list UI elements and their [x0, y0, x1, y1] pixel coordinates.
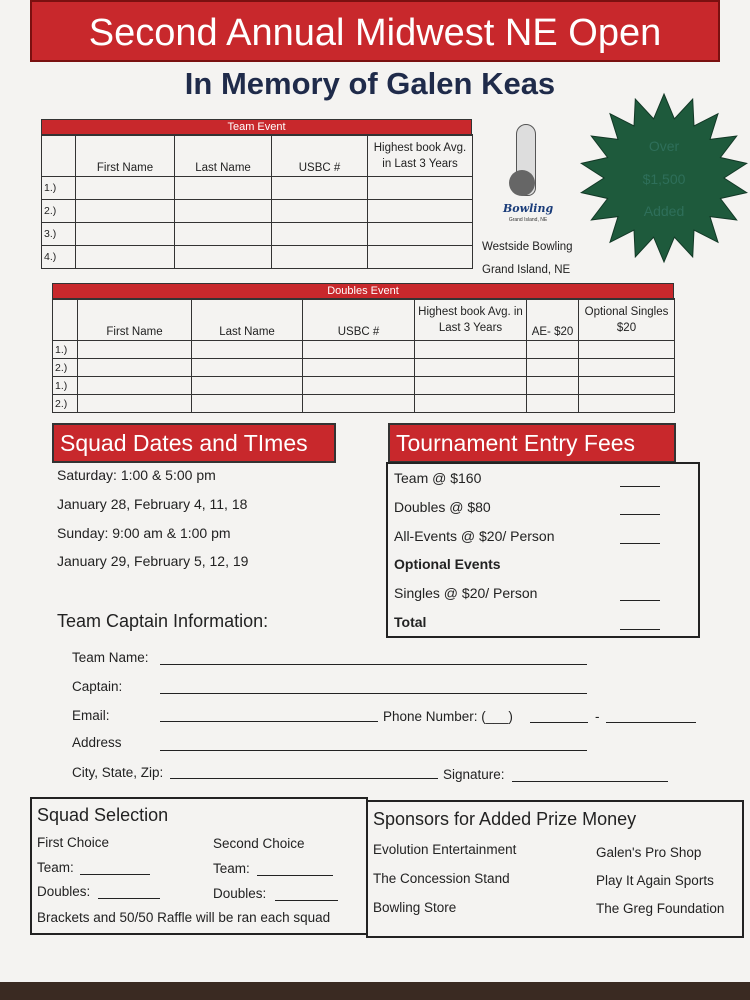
doubles-col-all-events: AE- $20: [527, 299, 579, 341]
phone-line-number[interactable]: [606, 722, 696, 723]
address-line[interactable]: [160, 750, 587, 751]
captain-title: Team Captain Information:: [57, 611, 269, 631]
prize-badge-line3: Added: [643, 203, 685, 219]
squad-date-line: Saturday: 1:00 & 5:00 pm: [57, 467, 216, 483]
team-col-number: [42, 135, 76, 177]
flyer-subtitle: In Memory of Galen Keas: [184, 66, 556, 101]
brackets-note: Brackets and 50/50 Raffle will be ran each squad: [37, 910, 331, 925]
table-row: 4.): [42, 246, 473, 269]
sponsor-left: Evolution Entertainment: [373, 842, 517, 857]
signature-line[interactable]: [512, 781, 668, 782]
prize-badge: [580, 88, 748, 268]
table-row: 2.): [53, 359, 675, 377]
logo-subtitle: Grand Island, NE: [508, 217, 548, 223]
team-col-usbc: USBC #: [272, 135, 368, 177]
fee-all-events: All-Events @ $20/ Person: [394, 528, 555, 544]
first-team-line[interactable]: [80, 874, 150, 875]
table-row: 1.): [53, 377, 675, 395]
team-name-line[interactable]: [160, 664, 587, 665]
city-state-zip-line[interactable]: [170, 778, 438, 779]
squad-selection-box: [30, 797, 368, 935]
fee-total: Total: [394, 614, 427, 630]
sponsor-left: Bowling Store: [373, 900, 457, 915]
phone-dash: -: [595, 709, 600, 724]
team-name-label: Team Name:: [72, 650, 149, 665]
doubles-col-usbc: USBC #: [303, 299, 415, 341]
table-row: 2.): [53, 395, 675, 413]
doubles-col-singles: Optional Singles $20: [579, 299, 675, 341]
entry-fees-box: [386, 462, 700, 638]
sponsor-left: The Concession Stand: [373, 871, 510, 886]
entry-fees-title: Tournament Entry Fees: [388, 423, 676, 463]
second-doubles-line[interactable]: [275, 900, 338, 901]
second-team-line[interactable]: [257, 875, 333, 876]
team-col-first-name: First Name: [76, 135, 175, 177]
bowling-ball-icon: [509, 170, 535, 196]
phone-prefix-line[interactable]: [530, 722, 588, 723]
squad-date-line: January 29, February 5, 12, 19: [57, 553, 249, 569]
fee-team: Team @ $160: [394, 470, 482, 486]
fee-all-events-blank[interactable]: [620, 543, 660, 544]
city-state-zip-label: City, State, Zip:: [72, 765, 164, 780]
squad-dates-title: Squad Dates and TImes: [52, 423, 336, 463]
doubles-col-average: Highest book Avg. in Last 3 Years: [415, 299, 527, 341]
logo-word: Bowling: [503, 202, 554, 215]
first-doubles-line[interactable]: [98, 898, 160, 899]
doubles-col-first-name: First Name: [78, 299, 192, 341]
fee-singles-blank[interactable]: [620, 600, 660, 601]
squad-date-line: January 28, February 4, 11, 18: [57, 496, 248, 512]
second-choice-label: Second Choice: [213, 836, 305, 851]
sponsor-right: The Greg Foundation: [596, 901, 725, 916]
bowling-logo: [503, 124, 553, 224]
first-choice-label: First Choice: [37, 835, 110, 850]
fee-team-blank[interactable]: [620, 486, 660, 487]
team-event-title: Team Event: [41, 119, 472, 136]
second-team-label: Team:: [213, 861, 250, 876]
fee-doubles: Doubles @ $80: [394, 499, 491, 515]
fee-total-blank[interactable]: [620, 629, 660, 630]
email-label: Email:: [72, 708, 110, 723]
phone-label: Phone Number: (___): [383, 709, 513, 724]
signature-label: Signature:: [443, 767, 505, 782]
sponsor-right: Play It Again Sports: [596, 873, 714, 888]
captain-label: Captain:: [72, 679, 123, 694]
table-row: 1.): [42, 177, 473, 200]
table-row: 2.): [42, 200, 473, 223]
prize-badge-line1: Over: [648, 138, 680, 154]
second-doubles-label: Doubles:: [213, 886, 267, 901]
venue-city: Grand Island, NE: [482, 264, 571, 276]
sponsors-title: Sponsors for Added Prize Money: [373, 809, 637, 829]
captain-line[interactable]: [160, 693, 587, 694]
squad-date-line: Sunday: 9:00 am & 1:00 pm: [57, 525, 231, 541]
flyer-title: Second Annual Midwest NE Open: [30, 0, 720, 62]
table-row: 1.): [53, 341, 675, 359]
fee-singles: Singles @ $20/ Person: [394, 585, 538, 601]
doubles-col-last-name: Last Name: [192, 299, 303, 341]
doubles-event-title: Doubles Event: [52, 283, 674, 300]
sponsors-box: [366, 800, 744, 938]
first-doubles-label: Doubles:: [37, 884, 91, 899]
fee-doubles-blank[interactable]: [620, 514, 660, 515]
doubles-event-table: [52, 298, 675, 413]
first-team-label: Team:: [37, 860, 74, 875]
team-col-average: Highest book Avg. in Last 3 Years: [368, 135, 473, 177]
sponsor-right: Galen's Pro Shop: [596, 845, 702, 860]
team-event-table: [41, 134, 473, 269]
team-col-last-name: Last Name: [175, 135, 272, 177]
address-label: Address: [72, 735, 122, 750]
squad-selection-title: Squad Selection: [37, 805, 169, 825]
venue-name: Westside Bowling: [482, 241, 573, 253]
email-line[interactable]: [160, 721, 378, 722]
prize-badge-line2: $1,500: [642, 171, 686, 187]
fee-optional-heading: Optional Events: [394, 556, 501, 572]
doubles-col-number: [53, 299, 78, 341]
table-row: 3.): [42, 223, 473, 246]
